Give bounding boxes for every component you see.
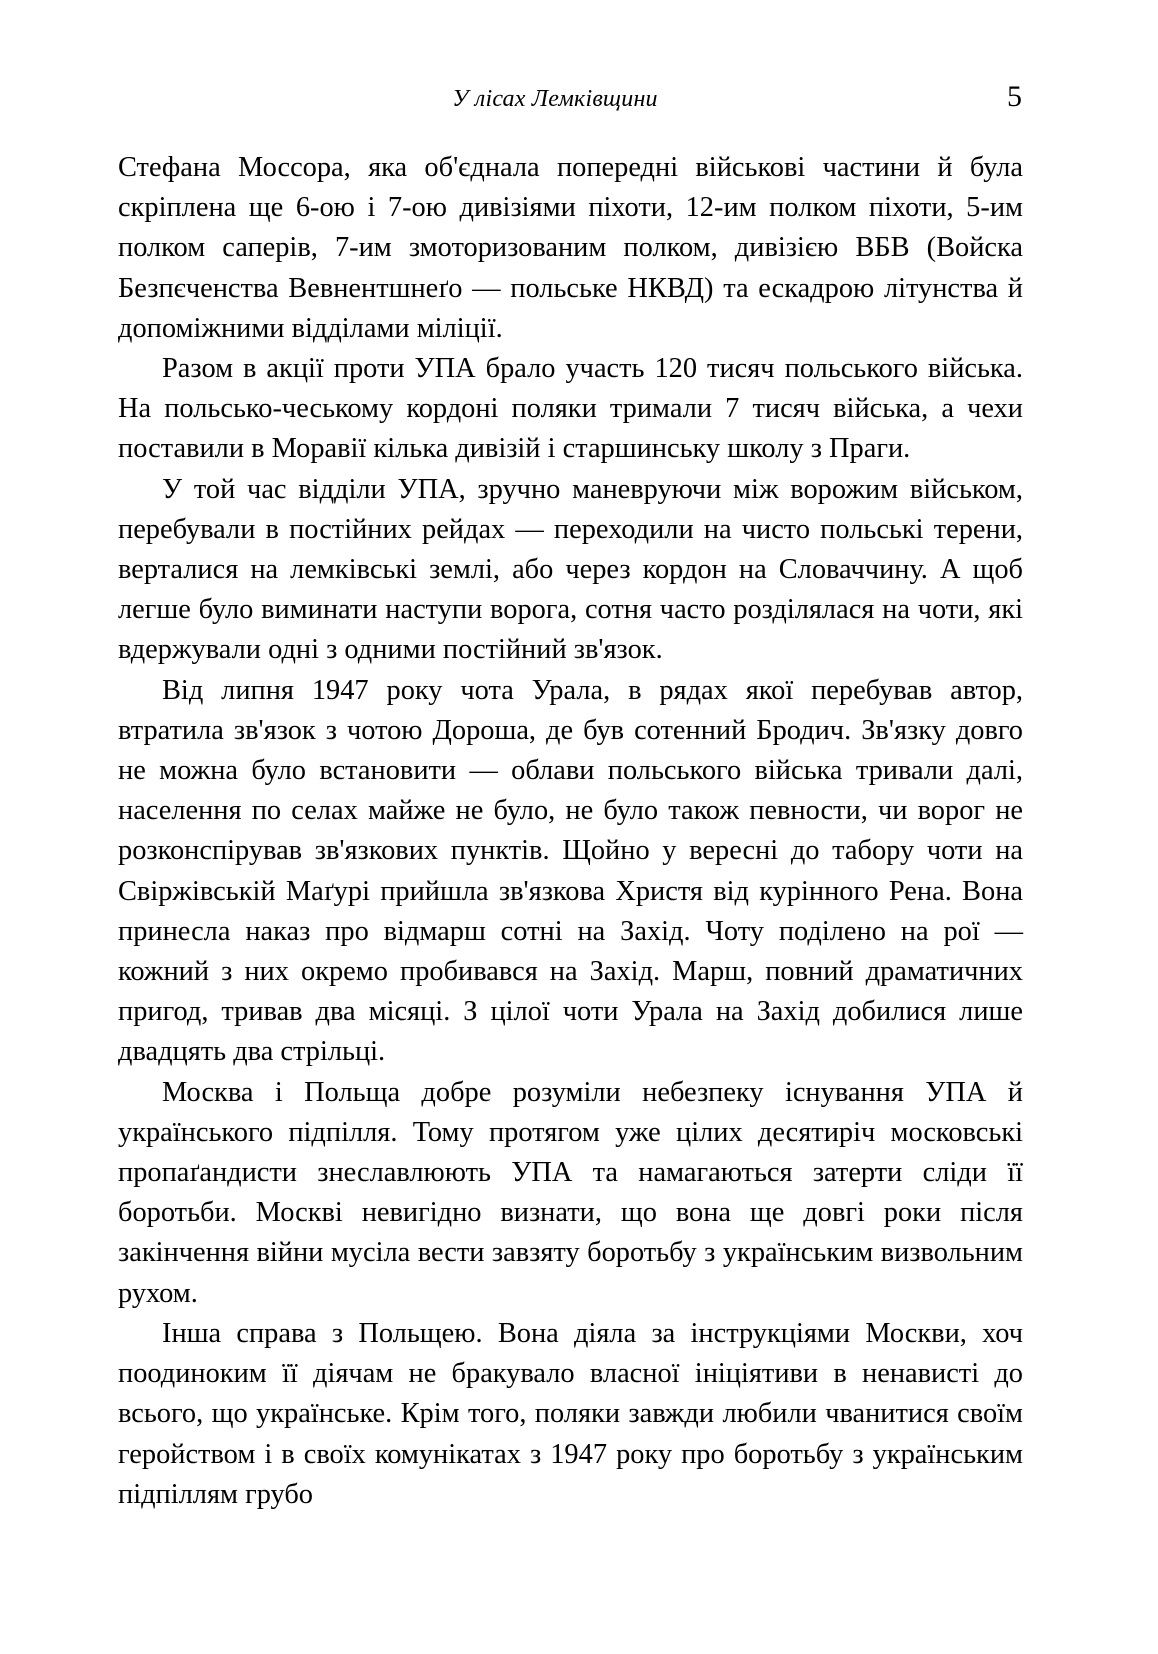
page-number: 5 — [1007, 80, 1022, 113]
paragraph: Інша справа з Польщею. Вона діяла за інструкціями Москви, хоч поодиноким її діячам не бракувало власної ініціятиви в ненависті до всього, що українське. Крім того, поляки завжди любили чванитися своїм геройством і в своїх комунікатах з 1947 року про боротьбу з українським підпіллям грубо — [118, 1317, 1023, 1510]
body-text-block — [118, 148, 1023, 1515]
paragraph: Разом в акції проти УПА брало участь 120 тисяч польського війська. На польсько-чеському кордоні поляки тримали 7 тисяч війська, а чехи поставили в Моравії кілька дивізій і старшинську школу з Праги. — [118, 353, 1023, 465]
paragraph: Стефана Моссора, яка об'єднала попередні військові частини й була скріплена ще 6-ою і 7-ою дивізіями піхоти, 12-им полком піхоти, 5-им полком саперів, 7-им змоторизованим полком, дивізією ВБВ (Войска Безпєченства Вевнентшнеґо — польське НКВД) та ескадрою літунства й допоміжними відділами міліції. — [118, 152, 1023, 344]
paragraph: У той час відділи УПА, зручно маневруючи між ворожим військом, перебували в постійних рейдах — переходили на чисто польські терени, верталися на лемківські землі, або через кордон на Словаччину. А щоб легше було виминати наступи ворога, сотня часто розділялася на чоти, які вдержували одні з одними постійний зв'язок. — [118, 473, 1023, 666]
running-head — [118, 86, 1022, 126]
paragraph: Москва і Польща добре розуміли небезпеку існування УПА й українського підпілля. Тому протягом уже цілих десятиріч московські пропаґандисти знеславлюють УПА та намагаються затерти сліди її боротьби. Москві невигідно визнати, що вона ще довгі роки після закінчення війни мусіла вести завзяту боротьбу з українським визвольним рухом. — [118, 1076, 1023, 1309]
running-head-title: У лісах Лемківщини — [452, 86, 658, 112]
paragraph: Від липня 1947 року чота Урала, в рядах якої перебував автор, втратила зв'язок з чотою Дороша, де був сотенний Бродич. Зв'язку довго не можна було встановити — облави польського війська тривали далі, населення по селах майже не було, не було також певности, чи ворог не розконспірував зв'язкових пунктів. Щойно у вересні до табору чоти на Свіржівській Маґурі прийшла зв'язкова Христя від курінного Рена. Вона принесла наказ про відмарш сотні на Захід. Чоту поділено на рої — кожний з них окремо пробивався на Захід. Марш, повний драматичних пригод, тривав два місяці. З цілої чоти Урала на Захід добилися лише двадцять два стрільці. — [118, 674, 1023, 1068]
